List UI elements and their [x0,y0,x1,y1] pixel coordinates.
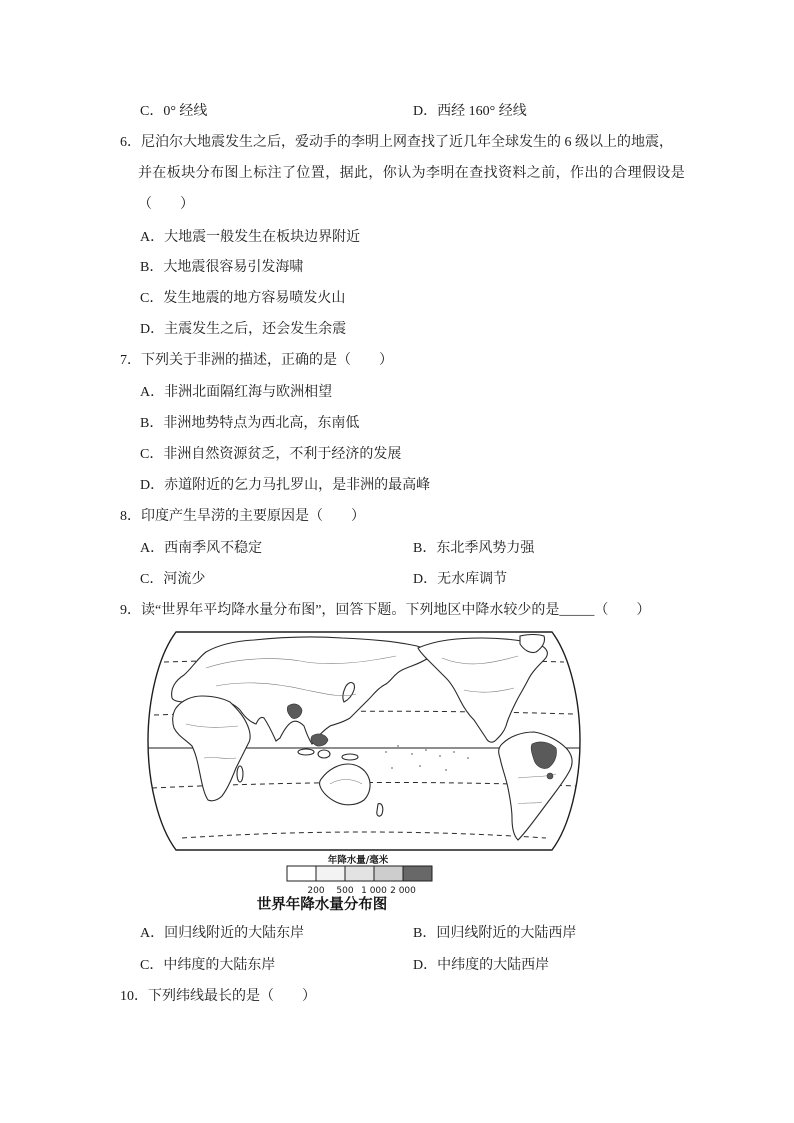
q5-option-d: D．西经 160° 经线 [413,104,527,119]
ocean-dot [425,749,427,751]
q10-stem: 10．下列纬线最长的是（ ） [120,989,316,1004]
q6-option-d: D．主震发生之后，还会发生余震 [140,322,347,337]
q6-option-b: B．大地震很容易引发海啸 [140,260,304,275]
q6-answer-bracket: （ ） [138,197,194,212]
legend-swatch-5 [403,866,432,881]
island-madagascar [237,766,243,782]
legend-swatch-3 [345,866,374,881]
q9-stem: 9．读“世界年平均降水量分布图”，回答下题。下列地区中降水较少的是_____（ ） [120,603,651,618]
q8-option-d: D．无水库调节 [413,572,508,587]
q5-option-c: C．0° 经线 [140,104,208,119]
q6-option-a: A．大地震一般发生在板块边界附近 [140,230,361,245]
ocean-dot [439,755,441,757]
q6-stem-line-1: 6．尼泊尔大地震发生之后，爱动手的李明上网查找了近几年全球发生的 6 级以上的地震， [120,135,673,150]
legend-value-200: 200 [307,886,325,896]
ocean-dot [445,769,447,771]
q9-option-b: B．回归线附近的大陆西岸 [413,926,577,941]
q7-option-d: D．赤道附近的乞力马扎罗山，是非洲的最高峰 [140,478,431,493]
island-borneo [318,750,330,758]
q9-option-a: A．回归线附近的大陆东岸 [140,926,305,941]
ocean-dot [391,767,393,769]
legend-value-500: 500 [336,886,354,896]
legend-swatch-4 [374,866,403,881]
q9-option-c: C．中纬度的大陆东岸 [140,958,276,973]
q8-option-a: A．西南季风不稳定 [140,541,263,556]
q7-option-a: A．非洲北面隔红海与欧洲相望 [140,385,333,400]
legend-value-1000: 1 000 [361,886,387,896]
legend-value-2000: 2 000 [390,886,416,896]
island-new-guinea [342,754,358,760]
ocean-dot [419,765,421,767]
world-precipitation-map [146,628,582,916]
high-rainfall-amazon-east [547,773,553,779]
q6-stem-line-2: 并在板块分布图上标注了位置，据此，你认为李明在查找资料之前，作出的合理假设是 [138,166,686,181]
ocean-dot [385,751,387,753]
q7-option-c: C．非洲自然资源贫乏，不利于经济的发展 [140,447,402,462]
island-sumatra [298,749,314,755]
q7-stem: 7．下列关于非洲的描述，正确的是（ ） [120,353,393,368]
map-title: 世界年降水量分布图 [256,897,388,913]
q8-stem: 8．印度产生旱涝的主要原因是（ ） [120,509,365,524]
legend-swatch-2 [316,866,345,881]
q7-option-b: B．非洲地势特点为西北高，东南低 [140,416,360,431]
legend-title: 年降水量/毫米 [327,855,389,866]
legend-swatch-1 [287,866,316,881]
island-new-zealand [377,804,383,817]
ocean-dot [453,751,455,753]
q6-option-c: C．发生地震的地方容易喷发火山 [140,291,346,306]
ocean-dot [411,753,413,755]
q8-option-c: C．河流少 [140,572,206,587]
q8-option-b: B．东北季风势力强 [413,541,535,556]
ocean-dot [397,745,399,747]
ocean-dot [467,757,469,759]
q9-option-d: D．中纬度的大陆西岸 [413,958,550,973]
